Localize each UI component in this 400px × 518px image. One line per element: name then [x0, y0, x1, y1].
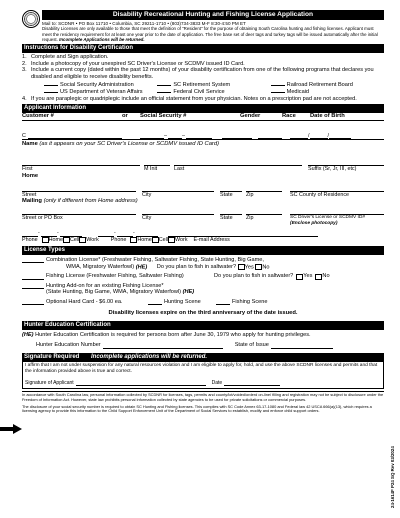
phone1-area-field[interactable] [22, 229, 38, 237]
instructions-heading: Instructions for Disability Certification [22, 44, 384, 53]
state-label: State [220, 191, 233, 198]
affirmation-text: I affirm that I am not under suspension for any natural resources violation and I am eligible to apply for, hold, and use the above SCDNR licenses and permits and that the information provided above is true and correct. [25, 363, 378, 374]
intro-body: Disability Licenses are only available to those that meet the definition of "Resident" for the purpose of obtaining South Carolina hunting and fishing licenses. Applicant must meet the residency requirement for at least one year prior to the date of application. The free base set of deer tags and turkey tags will be issued automatically after the initial request. [42, 26, 378, 42]
customer-prefix: C [22, 132, 26, 139]
no-label: No [322, 273, 330, 280]
zip-label: Zip [246, 215, 254, 222]
hard-card-option [22, 299, 384, 305]
mailing-address: Mail to: SCDNR • PO Box 11710 • Columbia, SC 29211-1710 • (803)734-3833 M-F 8:30-4:50 PM ET [42, 21, 246, 26]
mailing-address-fields [22, 205, 384, 215]
fishing-saltwater-yes-checkbox[interactable] [296, 274, 303, 280]
cell-phone-label: Cell [69, 236, 80, 243]
mailing-street-field[interactable] [22, 207, 136, 215]
yes-label: Yes [244, 264, 254, 271]
ssn-field-part3[interactable] [186, 131, 212, 139]
middle-initial-label: M Init [144, 166, 158, 173]
home-state-field[interactable] [220, 184, 242, 192]
program-check-line[interactable] [271, 81, 285, 86]
last-name-field[interactable] [174, 158, 302, 166]
combo-license-check[interactable] [22, 257, 44, 263]
phone-fields: - - - - [22, 227, 384, 237]
email-field[interactable] [168, 229, 318, 237]
county-label: SC County of Residence [290, 191, 350, 198]
yes-label: Yes [303, 273, 313, 280]
program-check-line[interactable] [271, 88, 285, 93]
he-tag: (HE) [182, 289, 195, 296]
program-check-line[interactable] [157, 81, 171, 86]
he-tag: (HE) [22, 332, 34, 339]
hard-card-label: Optional Hard Card - $6.00 ea. [46, 298, 123, 305]
fishing-license-check[interactable] [22, 274, 44, 280]
home-zip-field[interactable] [246, 184, 282, 192]
date-label: Date [211, 380, 223, 387]
county-field[interactable] [290, 184, 384, 192]
home-label: Home [22, 172, 39, 179]
fishing-license-label: Fishing License (Freshwater Fishing, Saltwater Fishing) [46, 273, 184, 280]
home-street-field[interactable] [22, 184, 136, 192]
dob-month-field[interactable] [290, 131, 308, 139]
signature-box [22, 362, 384, 389]
dob-label: Date of Birth [310, 113, 345, 120]
hunter-ed-text: Hunter Education Certification is required for persons born after June 30, 1979 who apply for hunting privileges. [35, 332, 311, 339]
hunting-addon-text [46, 283, 194, 296]
phone2-work-checkbox[interactable] [168, 237, 175, 243]
combo-license-label2: WMA, Migratory Waterfowl) [66, 264, 135, 271]
program-label: SC Retirement System [173, 81, 231, 88]
phone1-home-checkbox[interactable] [42, 237, 49, 243]
race-field[interactable] [258, 131, 282, 139]
applicant-id-row: C – – / / [22, 121, 384, 139]
drivers-license-label-block [290, 215, 384, 227]
drivers-license-field[interactable] [290, 207, 384, 215]
gender-field[interactable] [222, 131, 252, 139]
mailing-state-field[interactable] [220, 207, 242, 215]
program-option[interactable] [271, 81, 384, 89]
phone1-cell-checkbox[interactable] [63, 237, 70, 243]
street-label: Street [22, 191, 37, 198]
drivers-license-note: (Enclose photocopy) [290, 220, 338, 226]
program-label: Medicaid [286, 89, 310, 96]
mailing-note: (only if different from Home address) [43, 198, 138, 205]
applicant-column-headers [22, 113, 384, 121]
instructions-list [22, 53, 384, 102]
program-label: Railroad Retirement Board [286, 81, 353, 88]
instruction-3 [22, 67, 384, 80]
name-note: (as it appears on your SC Driver's License or SCDMV issued ID Card) [39, 141, 220, 148]
ssn-label: Social Security # [140, 113, 187, 120]
ssn-field-part1[interactable] [140, 131, 164, 139]
work-phone-label: Work [175, 236, 188, 243]
work-phone-label: Work [86, 236, 99, 243]
home-address-fields [22, 180, 384, 192]
fishing-saltwater-no-checkbox[interactable] [315, 274, 322, 280]
customer-number-label: Customer # [22, 113, 54, 120]
program-label: Federal Civil Service [173, 89, 225, 96]
license-types-heading: License Types [22, 246, 384, 255]
phone2-cell-checkbox[interactable] [152, 237, 159, 243]
mailing-zip-field[interactable] [246, 207, 282, 215]
saltwater-question: Do you plan to fish in saltwater? [214, 273, 294, 280]
phone2-line-field[interactable] [136, 229, 158, 237]
program-option[interactable] [44, 88, 157, 96]
hunting-addon-label: Hunting Add-on for an existing Fishing License* [46, 282, 164, 289]
signature-fields [25, 374, 381, 386]
name-label-row [22, 139, 384, 148]
instruction-4 [22, 96, 384, 103]
mailing-label-row [22, 198, 384, 205]
zip-label: Zip [246, 191, 254, 198]
program-label: US Department of Veteran Affairs [60, 89, 143, 96]
program-label: Social Security Administration [60, 81, 134, 88]
saltwater-question: Do you plan to fish in saltwater? [156, 264, 237, 271]
suffix-field[interactable] [308, 158, 384, 166]
gender-label: Gender [240, 113, 261, 120]
form-code: 24-1614F P24 SQ Rev 03/2024 [390, 446, 395, 508]
mailing-label: Mailing [22, 198, 42, 205]
hunter-ed-text-row [22, 330, 384, 339]
city-label: City [142, 191, 152, 198]
scdnr-seal-logo [22, 10, 40, 28]
program-checks-row1 [22, 81, 384, 89]
race-label: Race [282, 113, 296, 120]
program-check-line[interactable] [44, 88, 58, 93]
form-header [22, 10, 384, 42]
program-check-line[interactable] [44, 81, 58, 86]
form-page [22, 10, 384, 414]
instruction-num: 3. [22, 67, 27, 74]
instruction-text: Complete and Sign application. [31, 54, 109, 61]
phone1-line-field[interactable] [60, 229, 82, 237]
hunting-addon-check[interactable] [22, 283, 44, 289]
signature-heading-note: Incomplete applications will be returned. [91, 354, 208, 361]
applicant-heading: Applicant Information [22, 104, 384, 113]
date-field[interactable] [224, 378, 280, 386]
he-tag: (HE) [135, 264, 148, 271]
name-label: Name [22, 141, 38, 148]
hard-card-check[interactable] [22, 299, 44, 305]
suffix-label: Suffix (Sr, Jr, III, etc) [308, 166, 357, 173]
middle-initial-field[interactable] [144, 158, 170, 166]
state-label: State [220, 215, 233, 222]
hunter-ed-fields [22, 339, 384, 349]
street-po-label: Street or PO Box [22, 215, 63, 222]
signature-field[interactable] [76, 378, 206, 386]
license-options [22, 255, 384, 316]
customer-number-field[interactable] [28, 131, 122, 139]
name-labels-row [22, 166, 384, 172]
instruction-num: 1. [22, 54, 27, 61]
signature-label: Signature of Applicant [25, 380, 74, 387]
combo-license-label: Combination License* (Freshwater Fishing, Saltwater Fishing, State Hunting, Big Game, [46, 257, 264, 264]
phone1-work-checkbox[interactable] [79, 237, 86, 243]
city-label: City [142, 215, 152, 222]
instruction-1 [22, 54, 384, 61]
home-city-field[interactable] [142, 184, 214, 192]
hunter-ed-number-label: Hunter Education Number [36, 342, 101, 349]
hunting-scene-label: Hunting Scene [164, 298, 201, 305]
fishing-scene-label: Fishing Scene [232, 298, 268, 305]
home-phone-label: Home [137, 236, 152, 243]
program-checks-row2 [22, 88, 384, 96]
combo-saltwater-yes-checkbox[interactable] [238, 264, 245, 270]
intro-bold: Incomplete Applications will be returned. [59, 36, 145, 42]
program-option[interactable] [157, 81, 270, 89]
form-title: Disability Recreational Hunting and Fishing License Application [42, 10, 384, 20]
phone2-prefix-field[interactable] [117, 229, 133, 237]
expiration-note: Disability licenses expire on the third anniversary of the date issued. [108, 310, 298, 317]
program-option[interactable] [44, 81, 157, 89]
combo-license-option [22, 257, 384, 270]
email-label: E-mail Address [193, 236, 230, 243]
arrow-right-icon [0, 424, 22, 434]
hunting-scene-check[interactable] [148, 299, 162, 305]
phone-labels [22, 237, 384, 243]
instruction-num: 2. [22, 60, 27, 67]
instruction-2 [22, 61, 384, 68]
phone1-prefix-field[interactable] [41, 229, 57, 237]
signature-heading: Signature Required [24, 354, 80, 361]
instruction-text: Include a photocopy of your unexpired SC Driver's License or SCDMV issued ID Card. [31, 60, 245, 67]
program-check-line[interactable] [157, 88, 171, 93]
first-label: First [22, 166, 33, 173]
name-fields-row [22, 148, 384, 166]
hunting-addon-label2: (State Hunting, Big Game, WMA, Migratory Waterfowl) [46, 289, 182, 296]
program-option[interactable] [271, 88, 384, 96]
last-label: Last [174, 166, 185, 173]
first-name-field[interactable] [22, 158, 140, 166]
fishing-license-option [22, 273, 384, 279]
instruction-num: 4. [22, 95, 27, 102]
intro-text [42, 26, 384, 42]
or-label: or [122, 113, 128, 120]
hunter-ed-heading: Hunter Education Certification [22, 321, 384, 330]
instruction-text: If you are paraplegic or quadriplegic include an official statement from your physician. Notes on a prescription pad are not accepted. [31, 95, 357, 102]
hunting-addon-option [22, 283, 384, 296]
phone-label: Phone [110, 236, 127, 243]
phone2-home-checkbox[interactable] [130, 237, 137, 243]
no-label: No [262, 264, 270, 271]
drivers-license-label: SC Driver's License or SCDMV ID# [290, 215, 366, 221]
state-of-issue-field[interactable] [271, 341, 333, 349]
home-phone-label: Home [48, 236, 63, 243]
state-of-issue-label: State of Issue [234, 342, 269, 349]
ssn-disclosure-notice: The disclosure of your social security number is required to obtain SC Hunting and Fishing licenses. This complies with SC Code Annex 63-17-1080 and Federal law 42 USCA 666(a)(13), which requires a licensing agency to provide this information to the Child Support Enforcement Unit of the Department of Social Services to establish, modify and enforce child support orders. [22, 403, 372, 414]
header-info [42, 20, 384, 42]
phone-label: Phone [22, 236, 38, 243]
phone2-area-field[interactable] [98, 229, 114, 237]
hunter-ed-number-field[interactable] [103, 341, 223, 349]
dob-year-field[interactable] [329, 131, 351, 139]
privacy-notice: In accordance with South Carolina law, personal information collected by SCDNR for licenses, tags, permits and county/lot/voided/orderd on-line/ filling and registration may not be subject to disclosure under the Freedom of Information Act. However, state law prohibits personal information collected by state agencies to be used for private solicitations or commercial purposes. [22, 392, 384, 402]
instruction-text: Include a current copy (dated within the past 12 months) of your disability certification from one of the following programs that declares you disabled and eligible to receive disability benefits. [31, 67, 374, 80]
signature-heading-bar [22, 353, 384, 362]
cell-phone-label: Cell [158, 236, 169, 243]
dob-day-field[interactable] [310, 131, 328, 139]
ssn-field-part2[interactable] [168, 131, 182, 139]
combo-license-text [46, 257, 270, 270]
mailing-city-field[interactable] [142, 207, 214, 215]
program-option[interactable] [157, 88, 270, 96]
mailing-address-labels [22, 215, 384, 227]
fishing-scene-check[interactable] [216, 299, 230, 305]
